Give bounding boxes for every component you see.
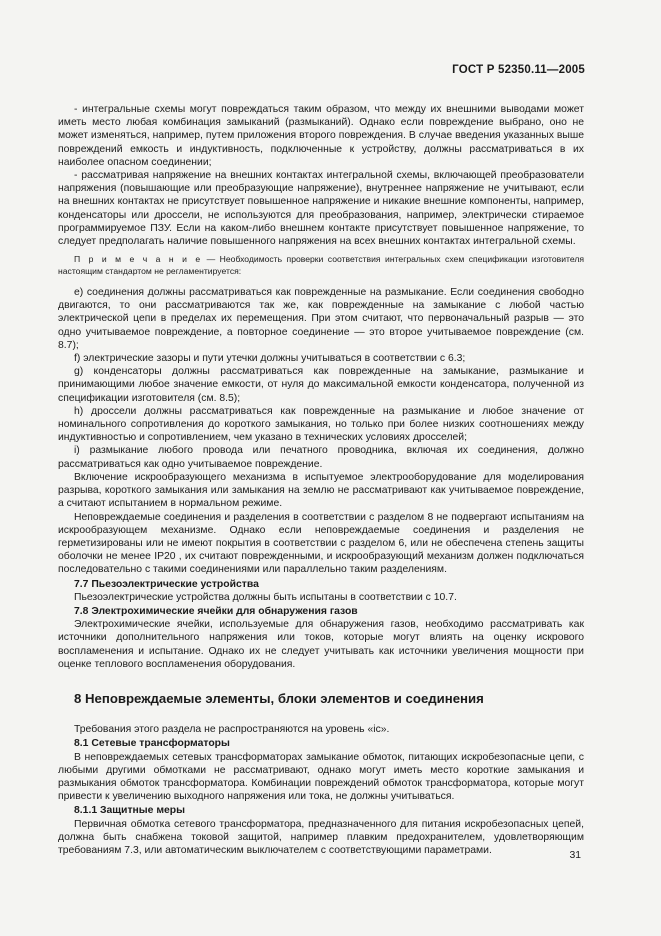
page-body xyxy=(58,103,584,857)
paragraph-spark-mechanism: Включение искрообразующего механизма в испытуемое электрооборудование для моделирования разрыва, короткого замыкания или замыкания на землю не рассматривают как учитываемое повреждение, а считают испытанием в нормальном режиме. xyxy=(58,471,584,510)
note-label: П р и м е ч а н и е xyxy=(74,254,203,265)
document-header: ГОСТ Р 52350.11—2005 xyxy=(452,64,585,76)
list-item-h: h) дроссели должны рассматриваться как поврежденные на размыкание и любое значение от номинального сопротивления до короткого замыкания, но только при более низких соотношениях между индуктивностью и сопротивлением, чем указано в технических условиях дросселей; xyxy=(58,405,584,444)
section-8-1-heading: 8.1 Сетевые трансформаторы xyxy=(74,738,230,750)
list-item-g: g) конденсаторы должны рассматриваться как поврежденные на замыкание, размыкание и принимающими любое значение емкости, от нуля до максимальной емкости конденсатора, полученной из спецификации изготовителя (см. 8.5); xyxy=(58,366,584,404)
paragraph-infallible-connections: Неповреждаемые соединения и разделения в соответствии с разделом 8 не подвергают испытаниям на искрообразующем механизме. Однако если неповреждаемые соединения и разделения не герметизированы или не имеют покрытия в соответствии с разделом 6, или не обеспечена степень защиты оболочки не менее IP20 , их считают поврежденными, и искрообразующий механизм должен подключаться последовательно с такими соединениями или параллельно таким разделениям. xyxy=(58,511,584,576)
section-7-7-heading: 7.7 Пьезоэлектрические устройства xyxy=(74,578,259,590)
section-8-1-1-text: Первичная обмотка сетевого трансформатора, предназначенного для питания искробезопасных цепей, должна быть снабжена токовой защитой, например плавким предохранителем, удовлетворяющим требованиям 7.3, или автоматическим выключателем с соответствующими параметрами. xyxy=(58,818,584,856)
section-7-7-text: Пьезоэлектрические устройства должны быть испытаны в соответствии с 10.7. xyxy=(74,591,457,603)
list-item-f: f) электрические зазоры и пути утечки должны учитываться в соответствии с 6.3; xyxy=(74,353,466,365)
list-item-i: i) размыкание любого провода или печатного проводника, включая их соединения, должно рассматриваться как одно учитываемое повреждение. xyxy=(58,445,584,470)
section-8-1-1-heading: 8.1.1 Защитные меры xyxy=(74,805,186,817)
section-7-8-text: Электрохимические ячейки, используемые для обнаружения газов, необходимо рассматривать как источники дополнительного напряжения или токов, которые могут влиять на оценку искрового воспламенения и испытание. Однако их не следует учитывать как источники увеличения мощности при оценке теплового воспламенения оборудования. xyxy=(58,619,584,670)
page-number: 31 xyxy=(569,850,581,861)
section-8-1-text: В неповреждаемых сетевых трансформаторах замыкание обмоток, питающих искробезопасные цепи, с любыми другими обмотками не рассматривают, однако могут иметь место короткие замыкания и размыкания обмоток трансформатора. Комбинации повреждений обмоток трансформатора, которые могут привести к увеличению выходного напряжения или тока, не должны учитываться. xyxy=(58,751,584,803)
section-8-heading: 8 Неповреждаемые элементы, блоки элементов и соединения xyxy=(74,690,484,706)
section-7-8-heading: 7.8 Электрохимические ячейки для обнаружения газов xyxy=(74,605,358,617)
paragraph-integral-circuits: - интегральные схемы могут повреждаться таким образом, что между их внешними выводами может иметь место любая комбинация замыканий (размыканий). Однако если повреждение выбрано, оно не может изменяться, например, путем приложения второго повреждения. В случае введения указанных выше повреждений емкость и индуктивность, подключенные к устройству, должны рассматриваться в их наиболее опасном соединении; xyxy=(58,104,584,168)
list-item-e: e) соединения должны рассматриваться как поврежденные на размыкание. Если соединения свободно двигаются, то они рассматриваются так же, как поврежденные на замыкание с любой частью электрической цепи в пределах их перемещения. При этом считают, что первоначальный разрыв — это одно учитываемое повреждение, а повторное соединение — это второе учитываемое повреждение (см. 8.7); xyxy=(58,287,584,351)
section-8-intro: Требования этого раздела не распространяются на уровень «ic». xyxy=(74,724,390,736)
note-text: — Необходимость проверки соответствия интегральных схем спецификации изготовителя настоящим стандартом не регламентируется: xyxy=(58,254,584,276)
paragraph-voltage-converters: - рассматривая напряжение на внешних контактах интегральной схемы, включающей преобразователи напряжения (повышающие или преобразующие напряжение), внутреннее напряжение не учитывают, если на внешних контактах не присутствует повышенное напряжение и никакие внешние компоненты, например, конденсаторы или дроссели, не используются для преобразования, например, электрически стираемое программируемое ПЗУ. Если на каком-либо внешнем контакте присутствует повышенное напряжение, то следует предполагать наличие повышенного напряжения на всех внешних контактах интегральной схемы. xyxy=(58,170,584,248)
note xyxy=(58,254,584,277)
